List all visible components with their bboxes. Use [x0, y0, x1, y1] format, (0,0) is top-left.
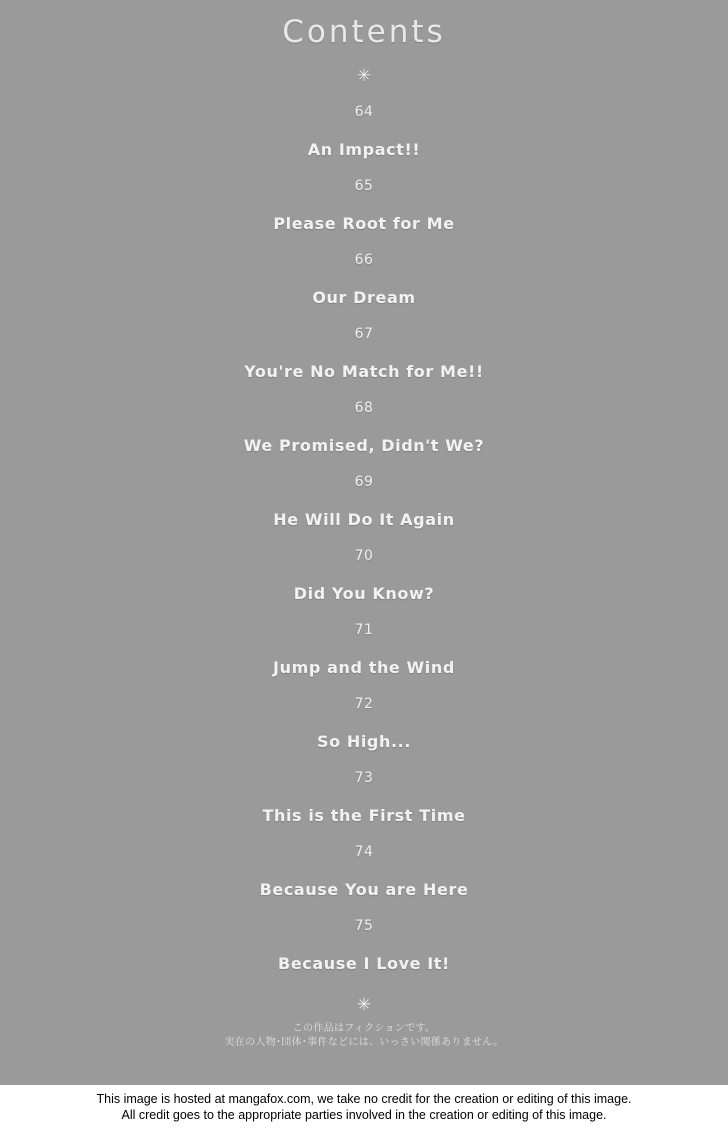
hosting-footer: [0, 1085, 728, 1128]
asterisk-ornament-bottom-icon: ✳: [356, 995, 372, 1015]
chapter-title: This is the First Time: [262, 806, 466, 825]
list-item[interactable]: [0, 94, 728, 168]
chapter-title: You're No Match for Me!!: [244, 362, 484, 381]
list-item[interactable]: [0, 242, 728, 316]
chapter-number: 70: [354, 548, 374, 564]
chapter-number: 66: [354, 252, 374, 268]
chapter-title: Did You Know?: [293, 584, 435, 603]
list-item[interactable]: [0, 908, 728, 982]
list-item[interactable]: [0, 612, 728, 686]
chapter-number: 64: [354, 104, 374, 120]
chapter-title: Jump and the Wind: [273, 658, 455, 677]
chapter-title: We Promised, Didn't We?: [243, 436, 485, 455]
page-title: Contents: [282, 14, 446, 50]
chapter-number: 72: [354, 696, 374, 712]
chapter-number: 74: [354, 844, 374, 860]
chapter-number: 69: [354, 474, 374, 490]
list-item[interactable]: [0, 686, 728, 760]
disclaimer-line-1: この作品はフィクションです。: [292, 1023, 436, 1034]
footer-line-2: All credit goes to the appropriate parties involved in the creation or editing of this image.: [121, 1107, 607, 1122]
list-item[interactable]: [0, 390, 728, 464]
chapter-title: He Will Do It Again: [273, 510, 455, 529]
chapter-number: 75: [354, 918, 374, 934]
table-of-contents-list: [0, 94, 728, 982]
chapter-number: 71: [354, 622, 374, 638]
list-item[interactable]: [0, 834, 728, 908]
disclaimer-line-2: 実在の人物･団体･事件などには、いっさい関係ありません。: [224, 1037, 504, 1048]
list-item[interactable]: [0, 538, 728, 612]
chapter-number: 73: [354, 770, 374, 786]
chapter-title: So High...: [316, 732, 412, 751]
footer-line-1: This image is hosted at mangafox.com, we take no credit for the creation or editing of this image.: [96, 1091, 632, 1106]
list-item[interactable]: [0, 316, 728, 390]
chapter-title: Because You are Here: [259, 880, 469, 899]
list-item[interactable]: [0, 168, 728, 242]
chapter-title: Because I Love It!: [278, 954, 450, 973]
disclaimer: [225, 1022, 504, 1050]
list-item[interactable]: [0, 464, 728, 538]
chapter-number: 67: [354, 326, 374, 342]
chapter-number: 68: [354, 400, 374, 416]
list-item[interactable]: [0, 760, 728, 834]
chapter-title: Our Dream: [312, 288, 416, 307]
asterisk-ornament-top-icon: ✳: [356, 66, 372, 86]
chapter-title: An Impact!!: [307, 140, 421, 159]
chapter-title: Please Root for Me: [273, 214, 455, 233]
chapter-number: 65: [354, 178, 374, 194]
